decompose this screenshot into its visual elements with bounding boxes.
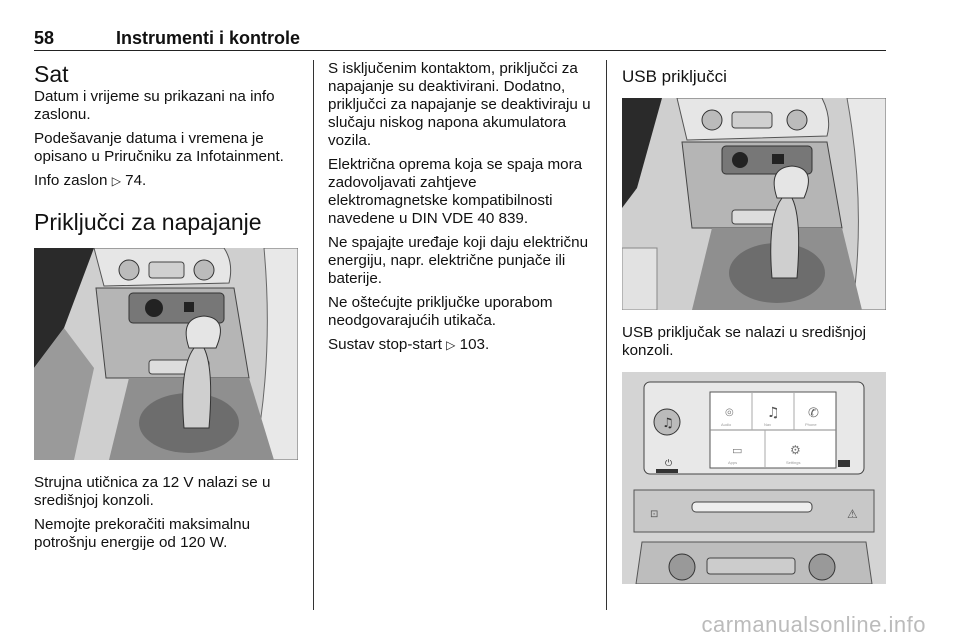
screen-label: Nav [764,422,772,427]
page-header [34,24,886,51]
screen-label: Phone [805,422,817,427]
screen-label: Apps [728,460,738,465]
xref-link[interactable]: 74. [125,172,147,189]
paragraph: Ne spajajte uređaje koji daju električnu energiju, napr. električne punjače ili baterije. [328,234,589,287]
xref-arrow-icon: ▷ [446,338,456,352]
page-title: Instrumenti i kontrole [116,28,301,48]
svg-text:⏻: ⏻ [665,459,673,469]
xref-link[interactable]: 103. [459,336,490,353]
column-right [622,60,888,584]
paragraph: Ne oštećujte priključke uporabom neodgovarajućih utikača. [328,294,553,329]
figure-usb-console [622,98,886,310]
svg-text:◎: ◎ [725,407,734,418]
paragraph-xref: Info zaslon ▷ 74. [34,172,147,189]
paragraph: S isključenim kontaktom, priključci za napajanje su deaktivirani. Dodatno, priključci za napajanje se deaktiviraju u slučaju niskog napona akumulatora vozila. [328,60,591,149]
svg-text:⊡: ⊡ [650,509,659,520]
paragraph-xref: Sustav stop-start ▷ 103. [328,336,490,353]
paragraph: USB priključak se nalazi u središnjoj konzoli. [622,324,866,359]
column-middle [328,60,594,360]
svg-text:♫: ♫ [662,416,674,431]
figure-infotainment [622,372,886,584]
page-number: 58 [34,28,55,48]
column-left [34,60,302,558]
paragraph: Datum i vrijeme su prikazani na info zaslonu. [34,88,275,123]
column-divider [313,60,314,610]
svg-text:♫: ♫ [767,405,780,421]
section-heading-usb: USB priključci [622,67,727,86]
svg-text:▭: ▭ [732,444,743,457]
section-heading-napajanje: Priključci za napajanje [34,209,262,235]
xref-arrow-icon: ▷ [111,174,121,188]
paragraph: Podešavanje datuma i vremena je opisano u Priručniku za Infotainment. [34,130,284,165]
svg-text:✆: ✆ [808,406,819,421]
section-heading-sat: Sat [34,61,69,87]
paragraph: Električna oprema koja se spaja mora zadovoljavati zahtjeve elektromagnetske kompatibilnosti navedene u DIN VDE 40 839. [328,156,583,227]
screen-label: Audio [721,422,732,427]
paragraph: Strujna utičnica za 12 V nalazi se u središnjoj konzoli. [34,474,271,509]
figure-power-outlet [34,248,298,460]
watermark: carmanualsonline.info [701,612,926,637]
column-divider [606,60,607,610]
svg-text:⚠: ⚠ [847,507,858,521]
screen-label: Settings [786,460,801,465]
paragraph: Nemojte prekoračiti maksimalnu potrošnju energije od 120 W. [34,516,251,551]
svg-text:⚙: ⚙ [790,443,801,457]
